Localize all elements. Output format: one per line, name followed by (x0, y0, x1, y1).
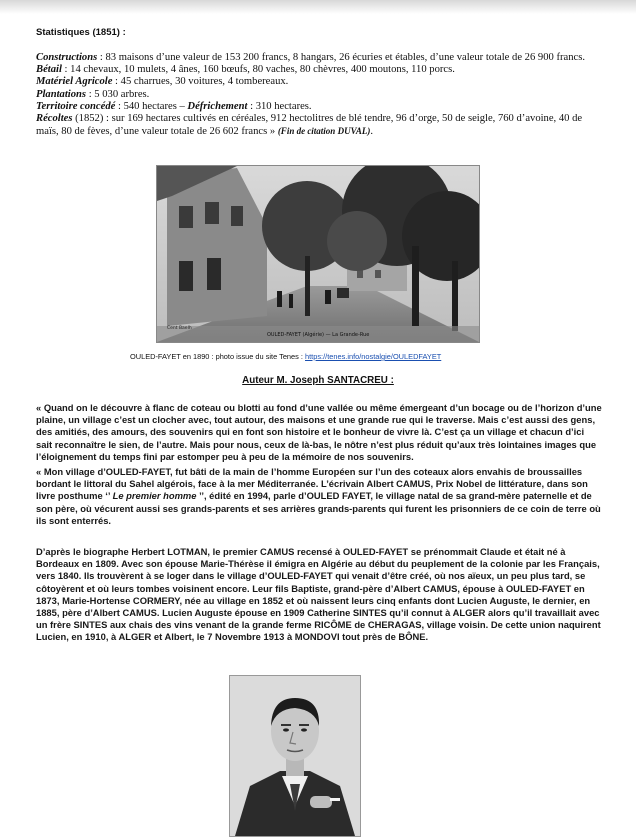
camus-portrait-photo (229, 675, 361, 837)
paragraph-village: « Quand on le découvre à flanc de coteau ou blotti au fond d’une vallée ou même émergeant d’un bocage ou de l’horizon d’une plaine, un village c’est un clocher avec, tout autour, des maisons et une grande rue qui le traverse. Mais c’est aussi des gens, des amitiés, des amours, des souvenirs qui en font son histoire et le bonheur de vivre là. C’est ça un village et chacun d’ici sait reconnaître le sien, de l’autre. Mais pour nous, ceux de là-bas, le nôtre n’est plus réduit qu’aux très lointaines images que l’éloignement du temps fini par estomper peu à peu de la mémoire de nos souvenirs. (36, 402, 602, 462)
stat-betail: Bétail : 14 chevaux, 10 mulets, 4 ânes, 160 bœufs, 80 vaches, 80 chèvres, 400 moutons, 110 porcs. (36, 64, 455, 76)
statistics-heading: Statistiques (1851) : (36, 27, 126, 38)
stat-materiel: Matériel Agricole : 45 charrues, 30 voitures, 4 tombereaux. (36, 76, 289, 88)
street-photo-illustration (157, 166, 479, 342)
tenes-link[interactable]: https://tenes.info/nostalgie/OULEDFAYET (305, 352, 442, 361)
author-heading: Auteur M. Joseph SANTACREU : (242, 375, 394, 386)
paragraph-lotman: D’après le biographe Herbert LOTMAN, le premier CAMUS recensé à OULED-FAYET se prénommait Claude et était né à Bordeaux en 1809. Avec son épouse Marie-Thérèse il émigra en Algérie au début du peuplement de la colonie par les Français, vers 1840. Ils trouvèrent à se loger dans le village d’OULED-FAYET qui venait d’être créé, où nos aïeux, un peu plus tard, se côtoyèrent et où leurs tombes voisinent encore. Leur fils Baptiste, grand-père d’Albert CAMUS, épouse à OULED-FAYET en 1873, Marie-Hortense CORMERY, née au village en 1852 et où naissent leurs cinq enfants dont Lucien Auguste, le dernier, en 1885, père d’Albert CAMUS. Lucien Auguste épouse en 1909 Catherine SINTES qu’il connut à ALGER alors qu’il travaillait avec un frère SINTES aux chais des vins venant de la grande ferme RICÔME de CHERAGAS, village voisin. De cette union naquirent Lucien, en 1910, à ALGER et Albert, le 7 Novembre 1913 à MONDOVI tout près de BÔNE. (36, 546, 601, 643)
stat-recoltes: Récoltes (1852) : sur 169 hectares cultivés en céréales, 912 hectolitres de blé tendre, 96 d’orge, 50 de seigle, 760 d’avoine, 40 de maïs, 80 de fèves, d’une valeur totale de 26 602 francs » (Fin de citation DUVAL). (36, 113, 583, 138)
ouled-fayet-street-photo (156, 165, 480, 343)
stat-constructions: Constructions : 83 maisons d’une valeur de 153 200 francs, 8 hangars, 26 écuries et étables, d’une valeur totale de 26 900 francs. (36, 52, 585, 63)
stat-territoire: Territoire concédé : 540 hectares – Défrichement : 310 hectares. (36, 100, 312, 112)
stat-plantations: Plantations : 5 030 arbres. (36, 88, 150, 100)
book-title: Le premier homme (112, 490, 197, 502)
portrait-illustration (230, 676, 360, 836)
photo-caption: OULED-FAYET en 1890 : photo issue du site Tenes : https://tenes.info/nostalgie/OULEDFAYET (130, 352, 442, 361)
paragraph-mon-village: « Mon village d’OULED-FAYET, fut bâti de la main de l’homme Européen sur l’un des coteaux alors envahis de broussailles bordant le littoral du Sahel algérois, face à la mer Méditerranée. L’écrivain Albert CAMUS, Prix Nobel de littérature, dans son livre posthume ‘’ Le premier homme ’’, édité en 1994, parle d’OULED FAYET, le village natal de sa grand-mère paternelle et de son père, où vécurent aussi ses grands-parents et ses arrières grands-parents qui furent les prisonniers de ce coin de terre où ils sont enterrés. (36, 466, 601, 526)
statistics-block (36, 52, 602, 138)
photo-bottom-caption: OULED-FAYET (Algérie) — La Grande-Rue (267, 332, 370, 338)
photo-corner-text: Cent Baelh (167, 326, 192, 331)
